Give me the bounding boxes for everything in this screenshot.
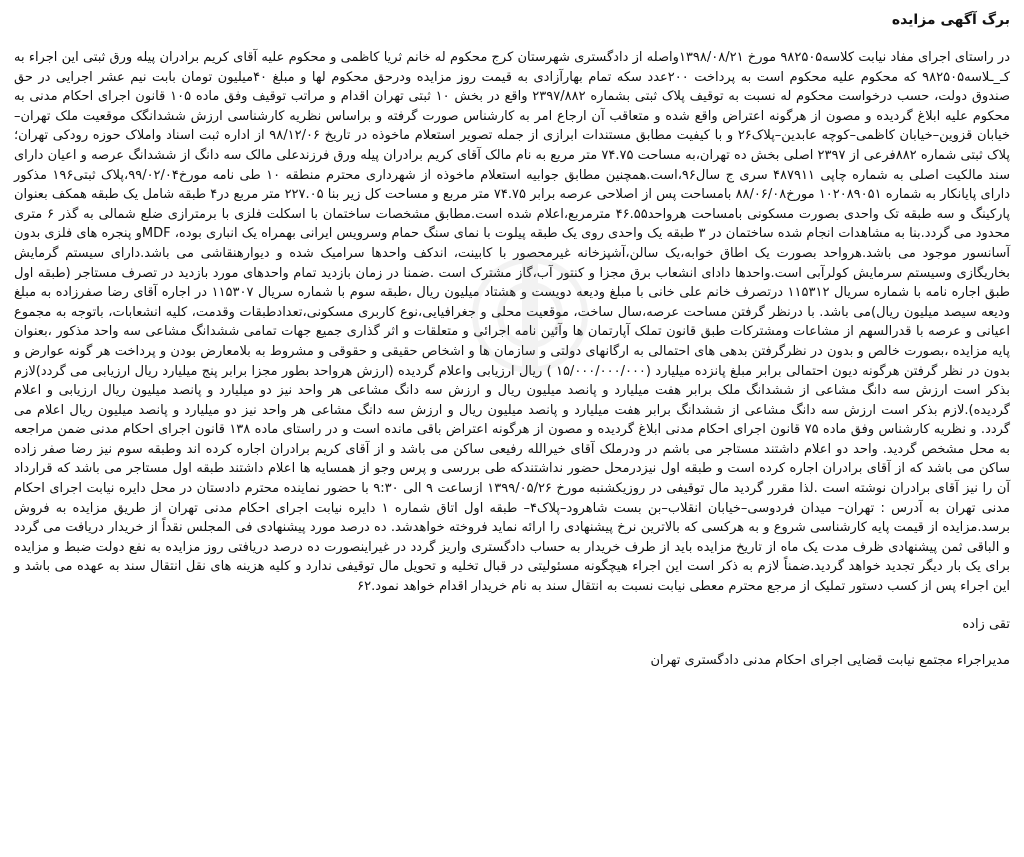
notice-body-text: در راستای اجرای مفاد نیابت کلاسه۹۸۲۵۰۵ مورخ ۱۳۹۸/۰۸/۲۱واصله از دادگستری شهرستان کرج محکوم له خانم ثریا کاظمی و محکوم علیه آقای کریم برادران پیله ورق ثبتی این اجراء به کـ_ـلاسه۹۸۲۵۰۵ که محکوم علیه محکوم است به پرداخت ۲۰۰عدد سکه تمام بهارآزادی به قیمت روز مزایده ودرحق محکوم لها و مبلغ ۴۰میلیون تومان بابت نیم عشر اجرایی در حق صندوق دولت، حسب درخواست محکوم له نسبت به توقیف پلاک ثبتی بشماره ۲۳۹۷/۸۸۲ واقع در بخش ۱۰ ثبتی تهران اقدام و مراتب توقیف وفق ماده ۱۰۵ قانون اجرای احکام مدنی به محکوم علیه ابلاغ گردیده و مصون از هرگونه اعتراض واقع شده و متعاقب آن ارجاع امر به کارشناس صورت گرفته و براساس نظریه کارشناسی ارزش ششدانگک موقعیت ملک تهران–خیابان قزوین–خیابان کاظمی–کوچه عابدین–پلاک۲۶ و با کیفیت مطابق مستندات ابرازی از جمله تصویر استعلام ماخوذه در تاریخ ۹۸/۱۲/۰۶ از اداره ثبت اسناد واملاک حوزه رودکی تهران؛پلاک ثبتی شماره ۸۸۲فرعی از ۲۳۹۷ اصلی بخش ده تهران،به مساحت ۷۴.۷۵ متر مربع به نام مالک آقای کریم برادران پیله ورق فرزندعلی مالک سه دانگ از ششدانگ عرصه و اعیان دارای سند مالکیت اصلی به شماره چاپی ۴۸۷۹۱۱ سری ج سال۹۶،است.همچنین مطابق جوابیه استعلام ماخوذه از شهرداری محترم منطقه ۱۰ طی نامه مورخ۹۹/۰۲/۰۴،پلاک ثبتی۱۹۶ مذکور دارای پایانکار به شماره ۱۰۲۰۸۹۰۵۱ مورخ۸۸/۰۶/۰۸ بامساحت پس از اصلاحی عرصه برابر ۷۴.۷۵ متر مربع و مساحت کل زیر بنا ۲۲۷.۰۵ متر مربع در۴ طبقه شامل یک طبقه همکف بعنوان پارکینگ و سه طبقه تک واحدی بصورت مسکونی بامساحت هرواحد۴۶.۵۵ مترمربع،اعلام شده است.مطابق مشخصات ساختمان با اسکلت فلزی با برمترازی ضلع شمالی به گذر ۶ متری محدود می گردد.بنا به مشاهدات انجام شده ساختمان در ۳ طبقه یک واحدی روی یک طبقه پیلوت با نمای سنگ حمام وسرویس ایرانی بهمراه یک انباری بوده، MDFو پنجره های فلزی بدون آسانسور موجود می باشد.هرواحد بصورت یک اطاق خوابه،یک سالن،آشپزخانه غیرمحصور با کابینت، اندکف واحدها سرامیک شده و دیوارهنقاشی می باشد.دارای سیستم گرمایش بخاریگازی وسیستم سرمایش کولرآبی است.واحدها دادای انشعاب برق مجزا و کنتور آب،گاز مشترک است .ضمنا در زمان بازدید تمام واحدهای مورد بازدید در تصرف مستاجر (طبقه اول طبق اجاره نامه با شماره سریال ۱۱۵۳۱۲ درتصرف خانم علی خانی با مبلغ ودیعه دویست و هشتاد میلیون ریال ،طبقه سوم با شماره سریال ۱۱۵۳۰۷ در اجاره آقای رضا صفرزاده به مبلغ ودیعه سیصد میلیون ریال)می باشد. با درنظر گرفتن مساحت عرصه،سال ساخت، موقعیت محلی و جغرافیایی،نوع کاربری مسکونی،تعدادطبقات وقدمت، کلیه انشعابات، باتوجه به مجموع اعیانی و عرصه با قدرالسهم از مشاعات ومشترکات طبق قانون تملک آپارتمان ها وآئین نامه اجرائی و متعلقات و اثر گذاری جمیع جهات تمامی ششدانگ مشاعی سه واحد مذکور ،بعنوان پایه مزایده ،بصورت خالص و بدون در نظرگرفتن بدهی های احتمالی به ارگانهای دولتی و سازمان ها و اشخاص حقیقی و حقوقی و مشروط به بلامعارض بودن و پرداخت هر گونه عوارض و بدون در نظر گرفتن هرگونه دیون احتمالی برابر مبلغ پانزده میلیارد (۱۵/۰۰۰/۰۰۰/۰۰۰ ) ریال ارزیابی واعلام گردیده (ارزش هرواحد بطور مجزا برابر پنج میلیارد ریال ارزیابی می گردد)لازم بذکر است ارزش سه دانگ مشاعی از ششدانگ ملک برابر هفت میلیارد و پانصد میلیون ریال و ارزش سه دانگ مشاعی هر واحد نیز دو میلیارد و پانصد میلیون ریال ارزیابی و اعلام گردیده).لازم بذکر است ارزش سه دانگ مشاعی از ششدانگ برابر هفت میلیارد و پانصد میلیون ریال و ارزش سه دانگ مشاعی هر واحد نیز دو میلیارد و پانصد میلیون ریال اعلام می گردد. و نظریه کارشناس وفق ماده ۷۵ قانون اجرای احکام مدنی ابلاغ گردیده و مصون از هرگونه اعتراض باقی مانده است و در راستای ماده ۱۳۸ قانون اجرای احکام مدنی ضمن مراجعه به محل مشخص گردید. واحد دو اعلام داشتند مستاجر می باشم در ودرملک آقای خیرالله رفیعی ساکن می باشد و از آقای کریم برادران اجاره کرده اند وطبقه سوم نیز رضا صفر زاده ساکن می باشد که از آقای برادران اجاره کرده است و طبقه اول نیزدرمحل حضور نداشتندکه طی بررسی و پرس وجو از همسایه ها اعلام داشتند طبقه اول مستاجر می باشد که قرارداد آن را نیز آقای برادران نوشته است .لذا مقرر گردید مال توقیفی در روزیکشنبه مورخ ۱۳۹۹/۰۵/۲۶ ازساعت ۹ الی ۹:۳۰ با حضور نماینده محترم دادستان در محل دایره نیابت اجرای احکام مدنی تهران به آدرس : تهران– میدان فردوسی–خیابان انقلاب–بن بست شاهرود–پلاک۴– طبقه اول اتاق شماره ۱ دایره نیابت اجرای احکام مدنی تهران از طریق مزایده به فروش برسد.مزایده از قیمت پایه کارشناسی شروع و به هرکسی که بالاترین نرخ پیشنهادی را ارائه نماید فروخته خواهدشد. ده درصد مورد پیشنهادی فی المجلس نقداً از خریدار دریافت می گردد و الباقی ثمن پیشنهادی ظرف مدت یک ماه از تاریخ مزایده باید از طرف خریدار به حساب دادگستری واریز گردد در غیراینصورت ده درصد دریافتی روز مزایده به نفع دولت ضبط و مزایده برای یک بار دیگر تجدید خواهد گردید.ضمناً لازم به ذکر است این اجراء هیچگونه مسئولیتی در قبال تخلیه و تحویل مال توقیفی ندارد و کلیه هزینه های نقل انتقال سند به عهده می باشد و این اجراء پس از کسب دستور تملیک از مرجع محترم معطی نیابت نسبت به انتقال سند به نام خریدار اقدام خواهد نمود.۶۲ [14, 50, 1011, 595]
signatory-role: مدیراجراء مجتمع نیابت قضایی اجرای احکام مدنی دادگستری تهران [650, 652, 1010, 668]
notice-title: برگ آگهی مزایده [891, 12, 1010, 28]
signatory-name: تقی زاده [962, 616, 1010, 632]
